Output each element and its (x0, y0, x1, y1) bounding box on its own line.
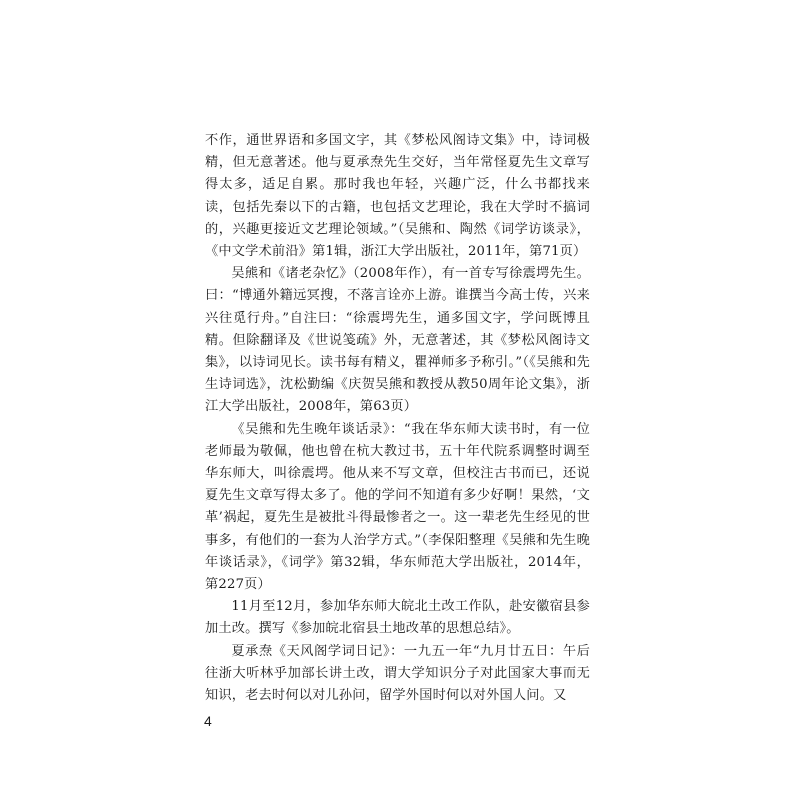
body-text (205, 130, 590, 707)
paragraph-5: 夏承焘《天风阁学词日记》：一九五一年“九月廿五日：午后往浙大听林乎加部长讲土改，谓大学知识分子对此国家大事而无知识，老去时何以对儿孙问，留学外国时何以对外国人问。又 (205, 643, 590, 704)
paragraph-3: 《吴熊和先生晚年谈话录》：“我在华东师大读书时，有一位老师最为敬佩，他也曾在杭大教过书，五十年代院系调整时调至华东师大，叫徐震堮。他从来不写文章，但校注古书而已，还说夏先生文章写得太多了。他的学问不知道有多少好啊！果然，‘文革’祸起，夏先生是被批斗得最惨者之一。这一辈老先生经见的世事多，有他们的一套为人治学方式。”（李保阳整理《吴熊和先生晚年谈话录》，《词学》第32辑，华东师范大学出版社，2014年，第227页） (205, 421, 590, 593)
paragraph-2: 吴熊和《诸老杂忆》（2008年作），有一首专写徐震堮先生。曰：“博通外籍远冥搜，不落言诠亦上游。谁撰当今高士传，兴来兴往觅行舟。”自注曰：“徐震堮先生，通多国文字，学问既博且精。但除翻译及《世说笺疏》外，无意著述，其《梦松风阁诗文集》，以诗词见长。读书每有精义，瞿禅师多予称引。”（《吴熊和先生诗词选》，沈松勤编《庆贺吴熊和教授从教50周年论文集》，浙江大学出版社，2008年，第63页） (205, 266, 590, 415)
paragraph-1: 不作，通世界语和多国文字，其《梦松风阁诗文集》中，诗词极精，但无意著述。他与夏承焘先生交好，当年常怪夏先生文章写得太多，适足自累。那时我也年轻，兴趣广泛，什么书都找来读，包括先秦以下的古籍，也包括文艺理论，我在大学时不搞词的，兴趣更接近文艺理论领域。”（吴熊和、陶然《词学访谈录》，《中文学术前沿》第1辑，浙江大学出版社，2011年，第71页） (205, 133, 590, 260)
page-number: 4 (204, 713, 212, 729)
paragraph-4: 11月至12月，参加华东师大皖北土改工作队，赴安徽宿县参加土改。撰写《参加皖北宿县土地改革的思想总结》。 (205, 599, 590, 637)
